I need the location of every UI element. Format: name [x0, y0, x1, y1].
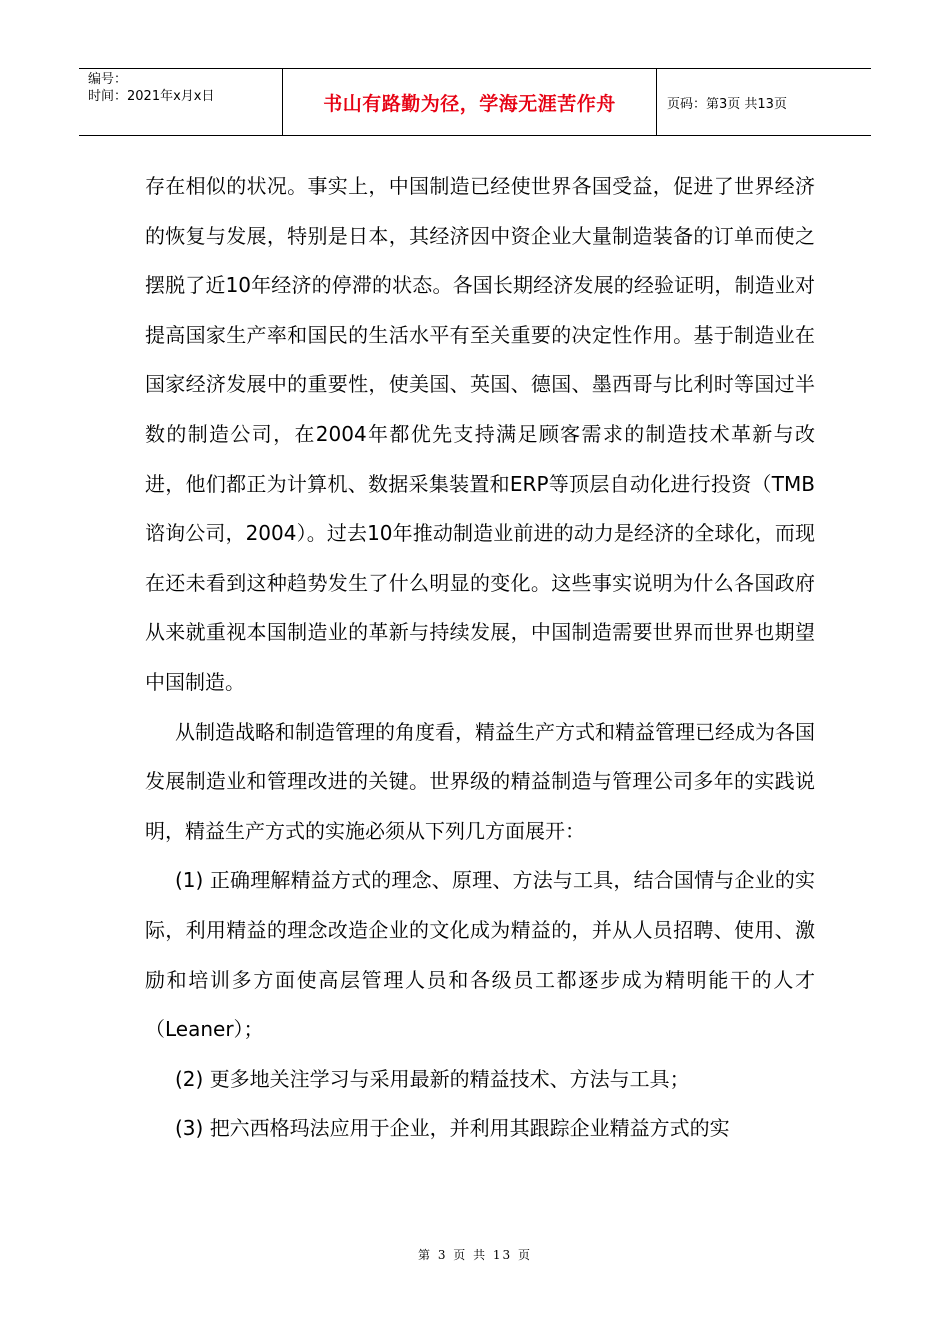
paragraph-2: 从制造战略和制造管理的角度看，精益生产方式和精益管理已经成为各国发展制造业和管理改进的关键。世界级的精益制造与管理公司多年的实践说明，精益生产方式的实施必须从下列几方面展开： [145, 719, 815, 843]
list-item-2: (2) 更多地关注学习与采用最新的精益技术、方法与工具； [175, 1066, 690, 1091]
list-item-1: (1) 正确理解精益方式的理念、原理、方法与工具，结合国情与企业的实际，利用精益的理念改造企业的文化成为精益的，并从人员招聘、使用、激励和培训多方面使高层管理人员和各级员工都逐步成为精明能干的人才（Leaner）； [145, 868, 815, 1042]
header-table [79, 68, 871, 136]
header-motto-cell [283, 69, 657, 135]
paragraph-1: 存在相似的状况。事实上，中国制造已经使世界各国受益，促进了世界经济的恢复与发展，特别是日本，其经济因中资企业大量制造装备的订单而使之摆脱了近10年经济的停滞的状态。各国长期经济发展的经验证明，制造业对提高国家生产率和国民的生活水平有至关重要的决定性作用。基于制造业在国家经济发展中的重要性，使美国、英国、德国、墨西哥与比利时等国过半数的制造公司，在2004年都优先支持满足顾客需求的制造技术革新与改进，他们都正为计算机、数据采集装置和ERP等顶层自动化进行投资（TMB谘询公司，2004）。过去10年推动制造业前进的动力是经济的全球化，而现在还未看到这种趋势发生了什么明显的变化。这些事实说明为什么各国政府从来就重视本国制造业的革新与持续发展，中国制造需要世界而世界也期望中国制造。 [145, 174, 815, 694]
document-body [145, 162, 815, 1154]
time-label: 时间：2021年x月x日 [88, 89, 215, 104]
header-page-cell [657, 69, 871, 135]
list-item-3: (3) 把六西格玛法应用于企业，并利用其跟踪企业精益方式的实 [175, 1116, 730, 1141]
header-info-cell [79, 69, 283, 135]
motto-text: 书山有路勤为径，学海无涯苦作舟 [323, 92, 616, 115]
page-number-label: 页码：第3页 共13页 [667, 96, 787, 112]
page-footer: 第 3 页 共 13 页 [418, 1248, 532, 1262]
number-label: 编号： [88, 72, 128, 87]
